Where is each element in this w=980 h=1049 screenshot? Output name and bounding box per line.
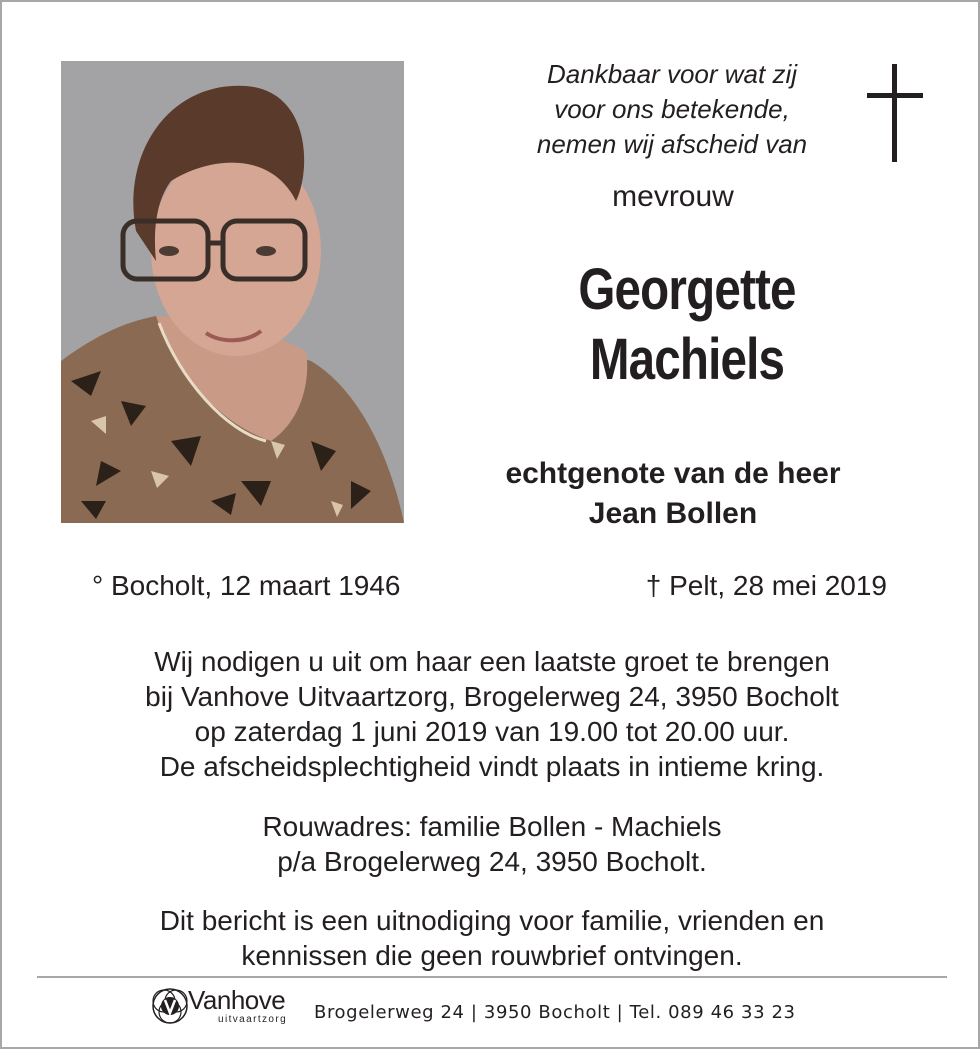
deceased-name	[511, 255, 864, 395]
honorific: mevrouw	[612, 180, 734, 213]
portrait-photo	[61, 61, 404, 523]
vanhove-logo	[150, 985, 310, 1029]
mourning-address	[62, 809, 922, 879]
vanhove-logo-icon	[150, 985, 190, 1027]
birth-info: ° Bocholt, 12 maart 1946	[92, 570, 401, 601]
logo-brand: Vanhove	[188, 985, 286, 1015]
motto-line: nemen wij afscheid van	[536, 129, 808, 159]
invitation-line: op zaterdag 1 juni 2019 van 19.00 tot 20.00 uur.	[194, 716, 790, 747]
spouse-info	[442, 454, 904, 534]
address-line: p/a Brogelerweg 24, 3950 Bocholt.	[277, 846, 707, 877]
footer-contact: Brogelerweg 24 | 3950 Bocholt | Tel. 089 46 33 23	[314, 1002, 796, 1023]
motto-line: voor ons betekende,	[554, 94, 790, 124]
invitation-line: Wij nodigen u uit om haar een laatste groet te brengen	[154, 646, 830, 677]
motto	[482, 57, 862, 162]
notice-line: Dit bericht is een uitnodiging voor familie, vrienden en	[159, 905, 825, 936]
cross-icon	[865, 64, 925, 162]
invitation-paragraph	[62, 644, 922, 784]
address-line: Rouwadres: familie Bollen - Machiels	[262, 811, 722, 842]
last-name: Machiels	[589, 327, 785, 392]
invitation-line: bij Vanhove Uitvaartzorg, Brogelerweg 24, 3950 Bocholt	[145, 681, 839, 712]
spouse-line: echtgenote van de heer	[505, 457, 841, 490]
notice-line: kennissen die geen rouwbrief ontvingen.	[241, 940, 743, 971]
first-name: Georgette	[578, 257, 796, 322]
logo-subtitle: uitvaartzorg	[218, 1014, 288, 1025]
portrait-image	[61, 61, 404, 523]
notice-paragraph	[62, 903, 922, 973]
footer-divider	[37, 976, 947, 978]
spouse-name: Jean Bollen	[588, 497, 758, 530]
invitation-line: De afscheidsplechtigheid vindt plaats in intieme kring.	[159, 751, 825, 782]
death-info: † Pelt, 28 mei 2019	[645, 570, 887, 601]
motto-line: Dankbaar voor wat zij	[547, 59, 797, 89]
